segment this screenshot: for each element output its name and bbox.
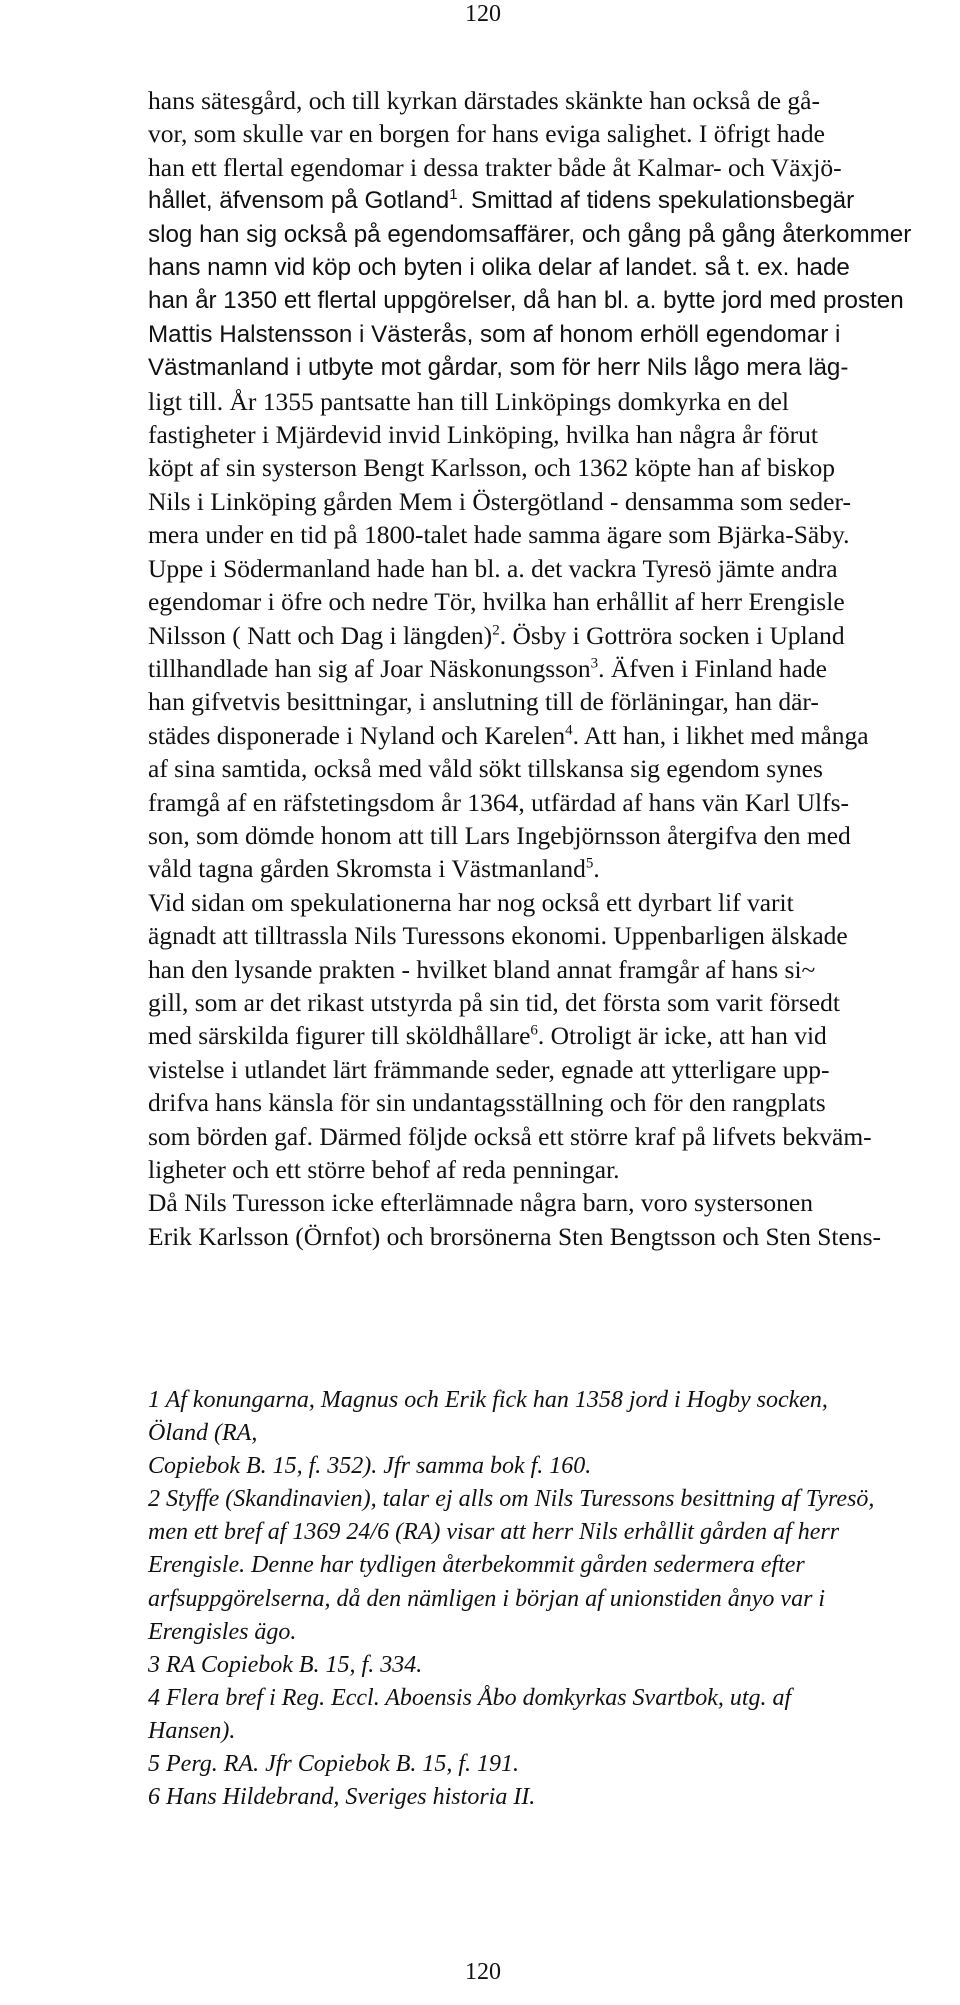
footnote-line: 3 RA Copiebok B. 15, f. 334. <box>148 1651 423 1678</box>
body-line-text: Vid sidan om spekulationerna har nog också ett dyrbart lif varit <box>148 887 794 917</box>
footnote-reference: 6 <box>530 1022 538 1039</box>
footnote-line: Erengisles ägo. <box>148 1618 297 1645</box>
body-line-text: ägnadt att tilltrassla Nils Turessons ekonomi. Uppenbarligen älskade <box>148 921 848 951</box>
body-line-text: son, som dömde honom att till Lars Ingebjörnsson återgifva den med <box>148 820 851 850</box>
body-line <box>148 1086 948 1119</box>
body-line-text: fastigheter i Mjärdevid invid Linköping, hvilka han några år förut <box>148 420 818 450</box>
body-line-text: hållet, äfvensom på Gotland <box>148 187 450 215</box>
body-line-text: ligt till. År 1355 pantsatte han till Linköpings domkyrka en del <box>148 386 789 416</box>
body-line-text: våld tagna gården Skromsta i Västmanland <box>148 854 586 884</box>
body-line-text: Nilsson ( Natt och Dag i längden) <box>148 620 493 650</box>
body-line <box>148 685 948 718</box>
body-line <box>148 485 948 518</box>
body-line-text: Nils i Linköping gården Mem i Östergötland - densamma som seder- <box>148 486 851 516</box>
body-line <box>148 1053 948 1086</box>
body-line-text: slog han sig också på egendomsaffärer, och gång på gång återkommer <box>148 220 912 248</box>
footnote-line: 2 Styffe (Skandinavien), talar ej alls om Nils Turessons besittning af Tyresö, <box>148 1486 875 1513</box>
body-line-text: städes disponerade i Nyland och Karelen <box>148 720 566 750</box>
body-line-text: ligheter och ett större behof af reda penningar. <box>148 1155 620 1184</box>
body-line-text: Erik Karlsson (Örnfot) och brorsönerna Sten Bengtsson och Sten Stens- <box>148 1221 882 1251</box>
footnote-reference: 5 <box>585 855 594 872</box>
body-line <box>148 552 948 585</box>
footnote-line: 5 Perg. RA. Jfr Copiebok B. 15, f. 191. <box>148 1751 520 1778</box>
body-line-text: af sina samtida, också med våld sökt tillskansa sig egendom synes <box>148 754 823 784</box>
footnote-line: arfsuppgörelserna, då den nämligen i början af unionstiden ånyo var i <box>148 1585 826 1612</box>
body-line-text: Mattis Halstensson i Västerås, som af honom erhöll egendomar i <box>148 320 841 348</box>
body-line <box>148 284 948 317</box>
body-line-text: hans sätesgård, och till kyrkan därstades skänkte han också de gå- <box>148 86 820 115</box>
body-line <box>148 218 948 251</box>
page-number-bottom: 120 <box>465 1959 501 1985</box>
body-line-text: . <box>593 854 600 884</box>
body-line <box>148 986 948 1019</box>
body-line-text: . Smittad af tidens spekulationsbegär <box>457 187 855 215</box>
body-line-text: vistelse i utlandet lärt främmande seder, egnade att ytterligare upp- <box>148 1054 830 1084</box>
body-line <box>148 451 948 484</box>
body-line-text: tillhandlade han sig af Joar Näskonungsson <box>148 653 591 683</box>
footnote-reference: 3 <box>590 655 599 672</box>
body-line-text: Uppe i Södermanland hade han bl. a. det vackra Tyresö jämte andra <box>148 553 838 583</box>
body-line <box>148 786 948 819</box>
body-line <box>148 117 948 150</box>
body-line-text: . Att han, i likhet med många <box>572 720 869 750</box>
footnote-line: 6 Hans Hildebrand, Sveriges historia II. <box>148 1784 536 1811</box>
body-line <box>148 151 948 184</box>
body-line <box>148 752 948 785</box>
body-line <box>148 886 948 919</box>
footnote-line: men ett bref af 1369 24/6 (RA) visar att herr Nils erhållit gården af herr <box>148 1519 840 1546</box>
body-line-text: han ett flertal egendomar i dessa trakter både åt Kalmar- och Växjö- <box>148 152 842 182</box>
footnote-line: Öland (RA, <box>148 1420 258 1447</box>
body-line-text: gill, som ar det rikast utstyrda på sin tid, det första som varit försedt <box>148 987 840 1017</box>
body-line <box>148 1153 948 1186</box>
body-line <box>148 852 948 885</box>
body-line <box>148 385 948 418</box>
body-line <box>148 919 948 952</box>
body-text <box>148 84 948 1253</box>
body-line <box>148 652 948 685</box>
page-number-top: 120 <box>465 1 501 27</box>
body-line-text: . Ösby i Gottröra socken i Upland <box>499 620 845 650</box>
body-line-text: vor, som skulle var en borgen for hans eviga salighet. I öfrigt hade <box>148 119 825 149</box>
footnote-reference: 2 <box>492 622 500 638</box>
footnote-line: Copiebok B. 15, f. 352). Jfr samma bok f. 160. <box>148 1453 592 1480</box>
footnote-line: Hansen). <box>148 1717 236 1744</box>
body-line <box>148 619 948 652</box>
footnotes <box>148 1384 958 1814</box>
body-line-text: han den lysande prakten - hvilket bland annat framgår af hans si~ <box>148 954 816 984</box>
body-line-text: Då Nils Turesson icke efterlämnade några barn, voro systersonen <box>148 1188 813 1218</box>
body-line <box>148 819 948 852</box>
body-line-text: . Otroligt är icke, att han vid <box>537 1021 827 1051</box>
body-line <box>148 1019 948 1052</box>
body-line <box>148 84 948 117</box>
body-line <box>148 418 948 451</box>
body-line <box>148 585 948 618</box>
body-line <box>148 1220 948 1253</box>
body-line <box>148 518 948 551</box>
body-line <box>148 719 948 752</box>
footnote-reference: 1 <box>449 186 458 204</box>
body-line-text: han gifvetvis besittningar, i anslutning till de förläningar, han där- <box>148 687 819 717</box>
body-line-text: drifva hans känsla för sin undantagsställning och för den rangplats <box>148 1088 826 1118</box>
body-line-text: som börden gaf. Därmed följde också ett större kraf på lifvets bekväm- <box>148 1121 872 1151</box>
footnote-line: 4 Flera bref i Reg. Eccl. Aboensis Åbo domkyrkas Svartbok, utg. af <box>148 1684 792 1711</box>
body-line-text: . Äfven i Finland hade <box>598 653 827 683</box>
footnote-line: Erengisle. Denne har tydligen återbekommit gården sedermera efter <box>148 1552 805 1579</box>
body-line-text: framgå af en räfstetingsdom år 1364, utfärdad af hans vän Karl Ulfs- <box>148 787 849 817</box>
body-line-text: med särskilda figurer till sköldhållare <box>148 1021 531 1051</box>
footnote-line: 1 Af konungarna, Magnus och Erik fick han 1358 jord i Hogby socken, <box>148 1387 828 1413</box>
body-line-text: egendomar i öfre och nedre Tör, hvilka han erhållit af herr Erengisle <box>148 587 845 617</box>
body-line <box>148 318 948 351</box>
body-line <box>148 184 948 217</box>
body-line <box>148 251 948 284</box>
body-line <box>148 953 948 986</box>
footnote-reference: 4 <box>565 722 573 739</box>
body-line-text: köpt af sin systerson Bengt Karlsson, och 1362 köpte han af biskop <box>148 453 835 483</box>
body-line-text: hans namn vid köp och byten i olika delar af landet. så t. ex. hade <box>148 254 850 282</box>
body-line-text: Västmanland i utbyte mot gårdar, som för herr Nils lågo mera läg- <box>148 354 849 382</box>
body-line-text: han år 1350 ett flertal uppgörelser, då han bl. a. bytte jord med prosten <box>148 287 904 315</box>
body-line <box>148 1120 948 1153</box>
body-line <box>148 351 948 384</box>
body-line <box>148 1186 948 1219</box>
body-line-text: mera under en tid på 1800-talet hade samma ägare som Bjärka-Säby. <box>148 520 850 550</box>
